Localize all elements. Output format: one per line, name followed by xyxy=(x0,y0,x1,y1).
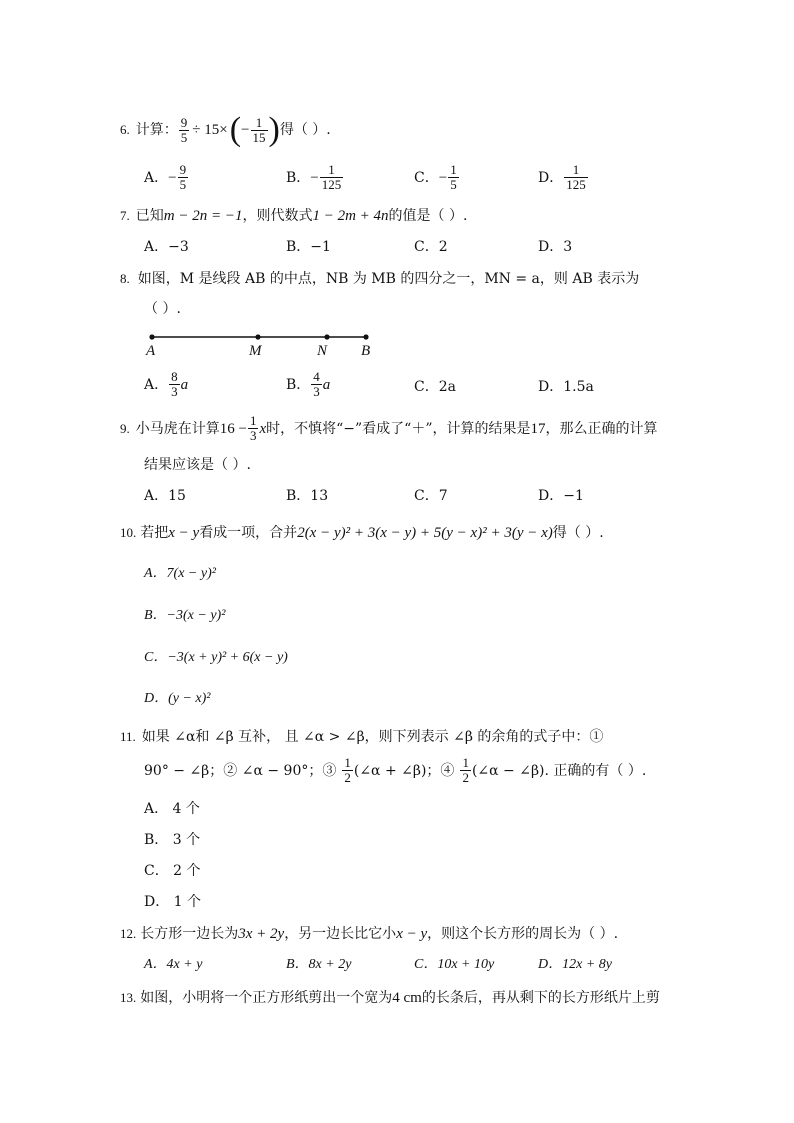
q7-stem: 7. 已知m − 2n = −1，则代数式1 − 2m + 4n的值是（ ）. xyxy=(120,208,468,224)
q8-option-b: B． $\frac{4}{3}$ a xyxy=(286,369,331,399)
label-b: B xyxy=(361,343,371,359)
q11-stem-line-2: 90° − ∠β；② ∠α − 90°；③ $\frac{1}{2}$ (∠α + ∠β)；④ $\frac{1}{2}$ (∠α − ∠β). 正确的有（ ）. xyxy=(144,755,647,785)
q6-tail: 得（ ）. xyxy=(279,122,331,138)
q6-option-b: B． − $\frac{1}{125}$ xyxy=(286,162,342,192)
q6-option-d: D． $\frac{1}{125}$ xyxy=(538,162,586,192)
q11-option-c: C． 2 个 xyxy=(144,863,201,879)
q8-stem-line-2: （ ）. xyxy=(144,301,181,317)
q9-stem-line-1: 9. 小马虎在计算 16 − $\frac{1}{3}$ x 时，不慎将“−”看成了“＋”，计算的结果是 17 ，那么正确的计算 xyxy=(120,413,658,443)
q7-option-d: D．3 xyxy=(538,239,573,255)
q8-line-segment-figure xyxy=(144,330,384,360)
q10-option-a: A．7(x − y)² xyxy=(144,566,216,581)
q7-expr-2: 1 − 2m + 4n xyxy=(312,208,389,224)
q12-option-d: D．12x + 8y xyxy=(538,957,612,972)
q11-option-a: A． 4 个 xyxy=(144,801,200,817)
q6-option-c: C． − $\frac{1}{5}$ xyxy=(414,162,457,192)
q7-expr-1: m − 2n = −1 xyxy=(163,208,243,224)
q12-option-a: A．4x + y xyxy=(144,957,203,972)
point-n xyxy=(324,334,329,339)
q10-stem: 10. 若把x − y看成一项，合并2(x − y)² + 3(x − y) + 5(y − x)² + 3(y − x)得（ ）. xyxy=(120,525,604,541)
q6-sign: − xyxy=(241,122,250,138)
q9-option-b: B．13 xyxy=(286,488,329,504)
point-a xyxy=(149,334,154,339)
label-m: M xyxy=(249,343,262,359)
q8-stem-line-1: 8. 如图，M 是线段 AB 的中点，NB 为 MB 的四分之一，MN = a，则 AB 表示为 xyxy=(120,271,640,287)
q6-number: 6. xyxy=(120,122,130,137)
q13-number: 13. xyxy=(120,990,137,1005)
point-m xyxy=(255,334,260,339)
q12-option-b: B．8x + 2y xyxy=(286,957,352,972)
q12-number: 12. xyxy=(120,926,137,941)
q10-option-c: C．−3(x + y)² + 6(x − y) xyxy=(144,650,288,665)
q13-stem: 13. 如图，小明将一个正方形纸剪出一个宽为4 cm的长条后，再从剩下的长方形纸片上剪 xyxy=(120,990,660,1006)
q11-option-b: B． 3 个 xyxy=(144,832,201,848)
q8-number: 8. xyxy=(120,271,130,286)
q7-option-a: A．−3 xyxy=(144,239,189,255)
q9-option-d: D．−1 xyxy=(538,488,584,504)
q7-option-c: C．2 xyxy=(414,239,448,255)
q8-option-c: C．2a xyxy=(414,379,456,395)
q6-fraction-2: $\frac{1}{15}$ xyxy=(252,114,266,145)
label-n: N xyxy=(317,343,328,359)
q6-label: 计算： xyxy=(135,122,178,138)
point-b xyxy=(363,334,368,339)
q10-number: 10. xyxy=(120,525,137,540)
q6-option-a: A． − $\frac{9}{5}$ xyxy=(144,162,187,192)
q8-option-d: D．1.5a xyxy=(538,379,594,395)
q8-option-a: A． $\frac{8}{3}$ a xyxy=(144,369,189,399)
q9-option-a: A．15 xyxy=(144,488,186,504)
q10-expression: 2(x − y)² + 3(x − y) + 5(y − x)² + 3(y − x) xyxy=(297,525,553,541)
q9-number: 9. xyxy=(120,420,130,436)
q11-number: 11. xyxy=(120,729,136,744)
q12-stem: 12. 长方形一边长为3x + 2y，另一边长比它小x − y，则这个长方形的周长为（ ）. xyxy=(120,926,619,942)
q10-option-b: B．−3(x − y)² xyxy=(144,608,226,623)
q7-option-b: B．−1 xyxy=(286,239,331,255)
q6-fraction-1: $\frac{9}{5}$ xyxy=(180,114,188,145)
q6-op: ÷ 15× xyxy=(192,122,228,138)
q10-option-d: D．(y − x)² xyxy=(144,691,211,706)
q6-stem: 6. 计算： $\frac{9}{5}$ ÷ 15× ( − $\frac{1}{15}$ ) 得（ ）. xyxy=(120,111,331,148)
label-a: A xyxy=(146,343,156,359)
q9-option-c: C．7 xyxy=(414,488,448,504)
q11-option-d: D． 1 个 xyxy=(144,894,202,910)
q7-number: 7. xyxy=(120,208,130,223)
q12-option-c: C．10x + 10y xyxy=(414,957,495,972)
q9-stem-line-2: 结果应该是（ ）. xyxy=(144,457,251,473)
q11-stem-line-1: 11. 如果 ∠α和 ∠β 互补， 且 ∠α > ∠β，则下列表示 ∠β 的余角的式子中：① xyxy=(120,729,604,745)
